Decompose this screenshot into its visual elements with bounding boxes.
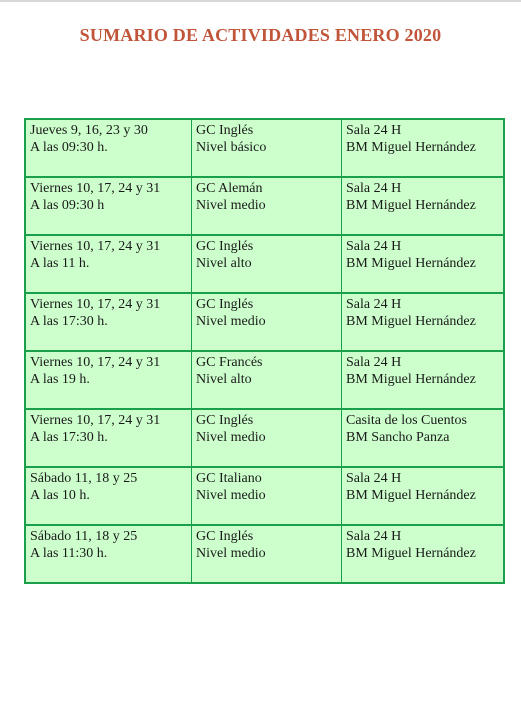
level-text: Nivel alto xyxy=(196,372,252,387)
library-text: BM Miguel Hernández xyxy=(346,314,476,329)
table-row xyxy=(26,178,503,236)
course-text: GC Francés xyxy=(196,355,263,370)
table-row xyxy=(26,468,503,526)
time-text: A las 11:30 h. xyxy=(30,546,108,561)
level-text: Nivel medio xyxy=(196,314,266,329)
time-text: A las 17:30 h. xyxy=(30,314,108,329)
date-text: Viernes 10, 17, 24 y 31 xyxy=(30,297,161,312)
library-text: BM Sancho Panza xyxy=(346,430,450,445)
course-cell xyxy=(192,526,342,582)
time-text: A las 09:30 h. xyxy=(30,140,108,155)
time-text: A las 10 h. xyxy=(30,488,90,503)
library-text: BM Miguel Hernández xyxy=(346,372,476,387)
date-cell xyxy=(26,526,192,582)
place-cell xyxy=(342,120,503,178)
top-divider xyxy=(0,0,521,2)
place-cell xyxy=(342,410,503,468)
course-cell xyxy=(192,120,342,178)
library-text: BM Miguel Hernández xyxy=(346,256,476,271)
course-cell xyxy=(192,294,342,352)
date-cell xyxy=(26,236,192,294)
level-text: Nivel medio xyxy=(196,430,266,445)
page-title: SUMARIO DE ACTIVIDADES ENERO 2020 xyxy=(79,25,442,45)
table-row xyxy=(26,410,503,468)
activities-table xyxy=(24,118,505,584)
date-text: Sábado 11, 18 y 25 xyxy=(30,529,138,544)
place-cell xyxy=(342,352,503,410)
course-cell xyxy=(192,410,342,468)
course-text: GC Inglés xyxy=(196,239,254,254)
course-cell xyxy=(192,178,342,236)
place-text: Sala 24 H xyxy=(346,123,402,138)
place-text: Casita de los Cuentos xyxy=(346,413,467,428)
level-text: Nivel medio xyxy=(196,546,266,561)
time-text: A las 11 h. xyxy=(30,256,90,271)
place-text: Sala 24 H xyxy=(346,239,402,254)
place-text: Sala 24 H xyxy=(346,181,402,196)
date-cell xyxy=(26,410,192,468)
course-text: GC Inglés xyxy=(196,297,254,312)
place-cell xyxy=(342,526,503,582)
date-text: Jueves 9, 16, 23 y 30 xyxy=(30,123,148,138)
course-text: GC Inglés xyxy=(196,529,254,544)
date-text: Sábado 11, 18 y 25 xyxy=(30,471,138,486)
date-text: Viernes 10, 17, 24 y 31 xyxy=(30,355,161,370)
date-cell xyxy=(26,294,192,352)
place-cell xyxy=(342,178,503,236)
time-text: A las 17:30 h. xyxy=(30,430,108,445)
place-cell xyxy=(342,468,503,526)
place-cell xyxy=(342,236,503,294)
date-text: Viernes 10, 17, 24 y 31 xyxy=(30,413,161,428)
library-text: BM Miguel Hernández xyxy=(346,198,476,213)
time-text: A las 09:30 h xyxy=(30,198,105,213)
level-text: Nivel medio xyxy=(196,488,266,503)
table-row xyxy=(26,294,503,352)
date-text: Viernes 10, 17, 24 y 31 xyxy=(30,181,161,196)
course-cell xyxy=(192,468,342,526)
level-text: Nivel básico xyxy=(196,140,267,155)
date-cell xyxy=(26,468,192,526)
course-cell xyxy=(192,352,342,410)
table-row xyxy=(26,526,503,582)
course-text: GC Alemán xyxy=(196,181,263,196)
date-cell xyxy=(26,120,192,178)
library-text: BM Miguel Hernández xyxy=(346,140,476,155)
date-cell xyxy=(26,352,192,410)
date-text: Viernes 10, 17, 24 y 31 xyxy=(30,239,161,254)
place-text: Sala 24 H xyxy=(346,355,402,370)
table-row xyxy=(26,352,503,410)
time-text: A las 19 h. xyxy=(30,372,90,387)
level-text: Nivel alto xyxy=(196,256,252,271)
course-text: GC Inglés xyxy=(196,413,254,428)
place-cell xyxy=(342,294,503,352)
date-cell xyxy=(26,178,192,236)
library-text: BM Miguel Hernández xyxy=(346,488,476,503)
place-text: Sala 24 H xyxy=(346,471,402,486)
table-row xyxy=(26,120,503,178)
level-text: Nivel medio xyxy=(196,198,266,213)
place-text: Sala 24 H xyxy=(346,297,402,312)
library-text: BM Miguel Hernández xyxy=(346,546,476,561)
course-text: GC Inglés xyxy=(196,123,254,138)
course-cell xyxy=(192,236,342,294)
table-row xyxy=(26,236,503,294)
place-text: Sala 24 H xyxy=(346,529,402,544)
course-text: GC Italiano xyxy=(196,471,262,486)
